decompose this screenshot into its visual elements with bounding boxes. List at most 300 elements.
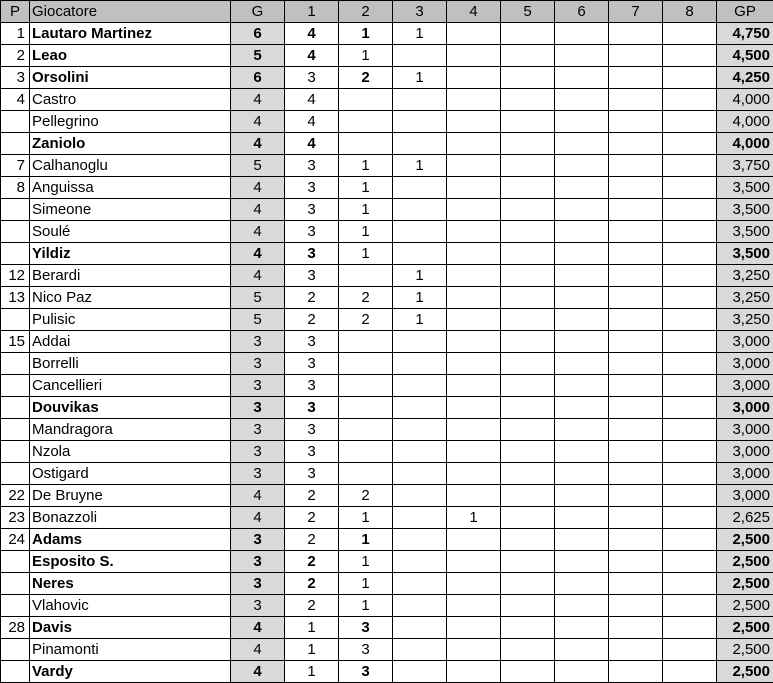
- count-cell-7: [609, 331, 663, 353]
- rank-cell: [1, 419, 30, 441]
- count-cell-2: 1: [339, 529, 393, 551]
- games-cell: 3: [231, 595, 285, 617]
- rank-cell: [1, 221, 30, 243]
- count-cell-8: [663, 133, 717, 155]
- header-col-4: 4: [447, 1, 501, 23]
- player-name-cell: Bonazzoli: [30, 507, 231, 529]
- count-cell-4: [447, 375, 501, 397]
- count-cell-4: [447, 595, 501, 617]
- rank-cell: [1, 639, 30, 661]
- count-cell-7: [609, 397, 663, 419]
- gp-cell: 4,000: [717, 89, 773, 111]
- count-cell-2: 1: [339, 45, 393, 67]
- count-cell-8: [663, 441, 717, 463]
- table-row: [1, 529, 773, 551]
- count-cell-4: [447, 45, 501, 67]
- count-cell-5: [501, 23, 555, 45]
- count-cell-5: [501, 111, 555, 133]
- count-cell-5: [501, 89, 555, 111]
- count-cell-4: [447, 287, 501, 309]
- count-cell-7: [609, 111, 663, 133]
- count-cell-4: [447, 639, 501, 661]
- count-cell-4: [447, 331, 501, 353]
- count-cell-7: [609, 199, 663, 221]
- player-name-cell: Nzola: [30, 441, 231, 463]
- gp-cell: 3,250: [717, 265, 773, 287]
- count-cell-8: [663, 221, 717, 243]
- count-cell-7: [609, 441, 663, 463]
- count-cell-6: [555, 573, 609, 595]
- player-name-cell: Cancellieri: [30, 375, 231, 397]
- player-name-cell: Leao: [30, 45, 231, 67]
- player-name-cell: Douvikas: [30, 397, 231, 419]
- gp-cell: 2,500: [717, 661, 773, 683]
- rank-cell: 1: [1, 23, 30, 45]
- rank-cell: [1, 441, 30, 463]
- rank-cell: [1, 595, 30, 617]
- count-cell-3: [393, 221, 447, 243]
- count-cell-7: [609, 221, 663, 243]
- count-cell-8: [663, 507, 717, 529]
- table-row: [1, 463, 773, 485]
- count-cell-1: 4: [285, 23, 339, 45]
- count-cell-5: [501, 617, 555, 639]
- count-cell-6: [555, 23, 609, 45]
- player-name-cell: Castro: [30, 89, 231, 111]
- count-cell-1: 3: [285, 265, 339, 287]
- count-cell-2: 1: [339, 221, 393, 243]
- count-cell-7: [609, 375, 663, 397]
- count-cell-7: [609, 485, 663, 507]
- table-row: [1, 199, 773, 221]
- count-cell-8: [663, 177, 717, 199]
- count-cell-4: [447, 551, 501, 573]
- player-name-cell: Anguissa: [30, 177, 231, 199]
- count-cell-6: [555, 375, 609, 397]
- games-cell: 5: [231, 45, 285, 67]
- count-cell-6: [555, 221, 609, 243]
- rank-cell: [1, 463, 30, 485]
- count-cell-6: [555, 177, 609, 199]
- rank-cell: [1, 551, 30, 573]
- count-cell-8: [663, 375, 717, 397]
- count-cell-2: 1: [339, 595, 393, 617]
- player-name-cell: Pellegrino: [30, 111, 231, 133]
- count-cell-2: 1: [339, 573, 393, 595]
- gp-cell: 3,000: [717, 397, 773, 419]
- rank-cell: 13: [1, 287, 30, 309]
- count-cell-3: [393, 441, 447, 463]
- count-cell-5: [501, 287, 555, 309]
- count-cell-1: 3: [285, 463, 339, 485]
- count-cell-6: [555, 287, 609, 309]
- rank-cell: [1, 199, 30, 221]
- count-cell-4: [447, 155, 501, 177]
- count-cell-1: 3: [285, 375, 339, 397]
- header-col-1: 1: [285, 1, 339, 23]
- count-cell-4: [447, 89, 501, 111]
- player-name-cell: Soulé: [30, 221, 231, 243]
- count-cell-5: [501, 221, 555, 243]
- count-cell-1: 2: [285, 287, 339, 309]
- count-cell-2: 1: [339, 507, 393, 529]
- rank-cell: [1, 243, 30, 265]
- rank-cell: [1, 133, 30, 155]
- count-cell-5: [501, 133, 555, 155]
- count-cell-5: [501, 661, 555, 683]
- gp-cell: 3,000: [717, 375, 773, 397]
- games-cell: 3: [231, 419, 285, 441]
- count-cell-8: [663, 573, 717, 595]
- table-row: [1, 89, 773, 111]
- count-cell-5: [501, 309, 555, 331]
- games-cell: 3: [231, 397, 285, 419]
- count-cell-6: [555, 397, 609, 419]
- gp-cell: 2,500: [717, 617, 773, 639]
- count-cell-2: 1: [339, 551, 393, 573]
- count-cell-2: 1: [339, 155, 393, 177]
- gp-cell: 4,750: [717, 23, 773, 45]
- count-cell-8: [663, 353, 717, 375]
- count-cell-5: [501, 67, 555, 89]
- player-name-cell: Nico Paz: [30, 287, 231, 309]
- count-cell-6: [555, 45, 609, 67]
- count-cell-4: [447, 617, 501, 639]
- count-cell-2: [339, 441, 393, 463]
- count-cell-2: 2: [339, 485, 393, 507]
- count-cell-2: 2: [339, 309, 393, 331]
- count-cell-2: 1: [339, 199, 393, 221]
- count-cell-7: [609, 45, 663, 67]
- header-col-2: 2: [339, 1, 393, 23]
- rank-cell: 15: [1, 331, 30, 353]
- count-cell-2: [339, 419, 393, 441]
- games-cell: 4: [231, 221, 285, 243]
- table-row: [1, 309, 773, 331]
- count-cell-8: [663, 485, 717, 507]
- count-cell-6: [555, 243, 609, 265]
- games-cell: 3: [231, 529, 285, 551]
- count-cell-6: [555, 617, 609, 639]
- count-cell-2: 1: [339, 23, 393, 45]
- count-cell-4: [447, 111, 501, 133]
- table-row: [1, 221, 773, 243]
- count-cell-1: 1: [285, 639, 339, 661]
- table-row: [1, 441, 773, 463]
- count-cell-4: [447, 353, 501, 375]
- count-cell-3: 1: [393, 309, 447, 331]
- count-cell-5: [501, 485, 555, 507]
- count-cell-5: [501, 573, 555, 595]
- gp-cell: 3,500: [717, 221, 773, 243]
- player-name-cell: Borrelli: [30, 353, 231, 375]
- count-cell-2: 2: [339, 287, 393, 309]
- gp-cell: 4,000: [717, 111, 773, 133]
- rank-cell: 7: [1, 155, 30, 177]
- count-cell-8: [663, 595, 717, 617]
- count-cell-1: 2: [285, 507, 339, 529]
- count-cell-2: [339, 265, 393, 287]
- header-pos: P: [1, 1, 30, 23]
- count-cell-5: [501, 507, 555, 529]
- count-cell-8: [663, 111, 717, 133]
- rank-cell: 2: [1, 45, 30, 67]
- count-cell-1: 3: [285, 155, 339, 177]
- games-cell: 4: [231, 133, 285, 155]
- count-cell-6: [555, 265, 609, 287]
- count-cell-4: [447, 67, 501, 89]
- gp-cell: 3,750: [717, 155, 773, 177]
- count-cell-6: [555, 67, 609, 89]
- count-cell-8: [663, 639, 717, 661]
- player-name-cell: De Bruyne: [30, 485, 231, 507]
- player-name-cell: Neres: [30, 573, 231, 595]
- rank-cell: [1, 573, 30, 595]
- gp-cell: 3,000: [717, 485, 773, 507]
- player-name-cell: Vlahovic: [30, 595, 231, 617]
- table-row: [1, 485, 773, 507]
- count-cell-1: 2: [285, 309, 339, 331]
- count-cell-8: [663, 67, 717, 89]
- count-cell-3: [393, 177, 447, 199]
- table-row: [1, 265, 773, 287]
- gp-cell: 3,250: [717, 287, 773, 309]
- rank-cell: 22: [1, 485, 30, 507]
- table-row: [1, 353, 773, 375]
- count-cell-3: 1: [393, 265, 447, 287]
- count-cell-6: [555, 551, 609, 573]
- count-cell-1: 2: [285, 573, 339, 595]
- rank-cell: [1, 309, 30, 331]
- count-cell-7: [609, 419, 663, 441]
- games-cell: 4: [231, 507, 285, 529]
- table-row: [1, 67, 773, 89]
- count-cell-7: [609, 89, 663, 111]
- count-cell-6: [555, 419, 609, 441]
- player-name-cell: Adams: [30, 529, 231, 551]
- count-cell-2: [339, 133, 393, 155]
- player-name-cell: Pulisic: [30, 309, 231, 331]
- header-col-5: 5: [501, 1, 555, 23]
- count-cell-1: 1: [285, 617, 339, 639]
- count-cell-2: [339, 397, 393, 419]
- table-row: [1, 133, 773, 155]
- count-cell-3: 1: [393, 67, 447, 89]
- count-cell-1: 3: [285, 419, 339, 441]
- count-cell-5: [501, 265, 555, 287]
- count-cell-5: [501, 397, 555, 419]
- count-cell-7: [609, 463, 663, 485]
- count-cell-1: 3: [285, 177, 339, 199]
- count-cell-3: [393, 617, 447, 639]
- gp-cell: 2,500: [717, 639, 773, 661]
- count-cell-4: [447, 419, 501, 441]
- count-cell-8: [663, 419, 717, 441]
- count-cell-4: [447, 133, 501, 155]
- count-cell-1: 2: [285, 595, 339, 617]
- count-cell-8: [663, 199, 717, 221]
- player-name-cell: Mandragora: [30, 419, 231, 441]
- header-player: Giocatore: [30, 1, 231, 23]
- count-cell-4: [447, 199, 501, 221]
- count-cell-5: [501, 243, 555, 265]
- count-cell-4: [447, 661, 501, 683]
- count-cell-4: [447, 529, 501, 551]
- player-name-cell: Yildiz: [30, 243, 231, 265]
- player-name-cell: Calhanoglu: [30, 155, 231, 177]
- count-cell-7: [609, 661, 663, 683]
- player-name-cell: Esposito S.: [30, 551, 231, 573]
- gp-cell: 3,500: [717, 243, 773, 265]
- rank-cell: [1, 111, 30, 133]
- count-cell-6: [555, 133, 609, 155]
- player-name-cell: Berardi: [30, 265, 231, 287]
- rank-cell: 28: [1, 617, 30, 639]
- count-cell-6: [555, 485, 609, 507]
- count-cell-8: [663, 265, 717, 287]
- count-cell-6: [555, 199, 609, 221]
- count-cell-3: [393, 45, 447, 67]
- count-cell-7: [609, 309, 663, 331]
- games-cell: 3: [231, 573, 285, 595]
- header-col-7: 7: [609, 1, 663, 23]
- table-row: [1, 177, 773, 199]
- games-cell: 3: [231, 463, 285, 485]
- count-cell-2: 3: [339, 617, 393, 639]
- count-cell-2: [339, 463, 393, 485]
- count-cell-6: [555, 331, 609, 353]
- count-cell-3: [393, 485, 447, 507]
- games-cell: 3: [231, 551, 285, 573]
- games-cell: 4: [231, 243, 285, 265]
- gp-cell: 2,500: [717, 551, 773, 573]
- count-cell-7: [609, 573, 663, 595]
- count-cell-6: [555, 353, 609, 375]
- count-cell-3: [393, 199, 447, 221]
- count-cell-8: [663, 309, 717, 331]
- player-name-cell: Pinamonti: [30, 639, 231, 661]
- count-cell-8: [663, 331, 717, 353]
- table-row: [1, 507, 773, 529]
- player-name-cell: Lautaro Martinez: [30, 23, 231, 45]
- table-row: [1, 155, 773, 177]
- count-cell-7: [609, 639, 663, 661]
- count-cell-8: [663, 551, 717, 573]
- count-cell-8: [663, 155, 717, 177]
- count-cell-2: [339, 375, 393, 397]
- count-cell-5: [501, 441, 555, 463]
- count-cell-7: [609, 23, 663, 45]
- rank-cell: [1, 353, 30, 375]
- count-cell-4: [447, 265, 501, 287]
- count-cell-5: [501, 45, 555, 67]
- header-games: G: [231, 1, 285, 23]
- count-cell-3: [393, 243, 447, 265]
- count-cell-1: 3: [285, 331, 339, 353]
- table-row: [1, 617, 773, 639]
- count-cell-1: 3: [285, 353, 339, 375]
- gp-cell: 3,500: [717, 199, 773, 221]
- count-cell-1: 4: [285, 45, 339, 67]
- count-cell-3: [393, 397, 447, 419]
- count-cell-6: [555, 89, 609, 111]
- gp-cell: 3,000: [717, 353, 773, 375]
- count-cell-4: [447, 573, 501, 595]
- games-cell: 4: [231, 485, 285, 507]
- count-cell-5: [501, 529, 555, 551]
- games-cell: 5: [231, 309, 285, 331]
- count-cell-2: 1: [339, 177, 393, 199]
- table-row: [1, 287, 773, 309]
- count-cell-3: [393, 507, 447, 529]
- count-cell-3: [393, 551, 447, 573]
- count-cell-5: [501, 353, 555, 375]
- count-cell-6: [555, 111, 609, 133]
- count-cell-6: [555, 639, 609, 661]
- count-cell-4: [447, 309, 501, 331]
- games-cell: 3: [231, 375, 285, 397]
- count-cell-1: 3: [285, 199, 339, 221]
- count-cell-8: [663, 287, 717, 309]
- gp-cell: 3,000: [717, 331, 773, 353]
- table-row: [1, 331, 773, 353]
- count-cell-1: 2: [285, 551, 339, 573]
- count-cell-2: [339, 331, 393, 353]
- count-cell-3: [393, 573, 447, 595]
- count-cell-6: [555, 507, 609, 529]
- rank-cell: [1, 375, 30, 397]
- count-cell-1: 4: [285, 89, 339, 111]
- count-cell-3: [393, 353, 447, 375]
- count-cell-5: [501, 595, 555, 617]
- count-cell-5: [501, 639, 555, 661]
- table-row: [1, 375, 773, 397]
- games-cell: 4: [231, 89, 285, 111]
- count-cell-2: 1: [339, 243, 393, 265]
- gp-cell: 3,500: [717, 177, 773, 199]
- count-cell-4: [447, 397, 501, 419]
- table-row: [1, 111, 773, 133]
- count-cell-6: [555, 441, 609, 463]
- count-cell-7: [609, 177, 663, 199]
- count-cell-1: 3: [285, 397, 339, 419]
- count-cell-5: [501, 463, 555, 485]
- count-cell-7: [609, 133, 663, 155]
- gp-cell: 4,000: [717, 133, 773, 155]
- games-cell: 4: [231, 199, 285, 221]
- rank-cell: [1, 661, 30, 683]
- gp-cell: 3,250: [717, 309, 773, 331]
- gp-cell: 3,000: [717, 441, 773, 463]
- count-cell-8: [663, 661, 717, 683]
- count-cell-3: [393, 419, 447, 441]
- rank-cell: 3: [1, 67, 30, 89]
- header-gp: GP: [717, 1, 773, 23]
- count-cell-2: 3: [339, 661, 393, 683]
- games-cell: 4: [231, 617, 285, 639]
- games-cell: 5: [231, 155, 285, 177]
- count-cell-3: 1: [393, 155, 447, 177]
- count-cell-1: 3: [285, 243, 339, 265]
- count-cell-7: [609, 353, 663, 375]
- count-cell-1: 2: [285, 529, 339, 551]
- count-cell-3: [393, 529, 447, 551]
- gp-cell: 4,500: [717, 45, 773, 67]
- gp-cell: 2,500: [717, 573, 773, 595]
- count-cell-2: [339, 111, 393, 133]
- games-cell: 4: [231, 177, 285, 199]
- count-cell-1: 3: [285, 221, 339, 243]
